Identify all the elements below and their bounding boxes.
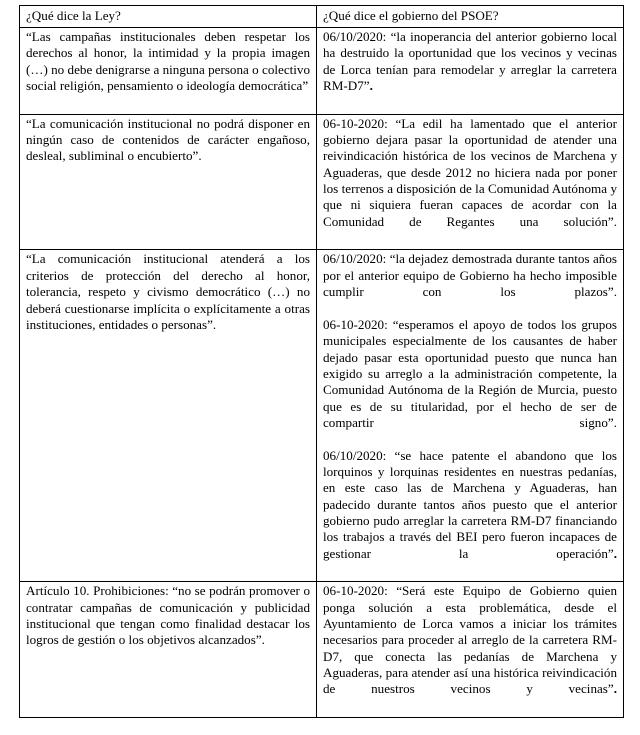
- government-statements: [323, 116, 617, 247]
- table-row: [20, 250, 624, 582]
- statement-text: 06/10/2020: “la inoperancia del anterior gobierno local ha destruido la oportunidad que los vecinos y vecinas de Lorca tenían para remodelar y arreglar la carretera RM-D7”: [323, 29, 617, 94]
- table-header: [20, 6, 624, 28]
- statement-text: 06-10-2020: “esperamos el apoyo de todos los grupos municipales especialmente de los causantes de haber dejado pasar esta oportunidad puesto que nunca han exigido su arreglo a la administración competente, la Comunidad Autónoma de la Región de Murcia, puesto que es de su titularidad, por el hecho de ser de compartir signo”.: [323, 316, 617, 430]
- law-cell: [20, 250, 317, 582]
- government-cell: [317, 582, 624, 718]
- government-statements: [323, 251, 617, 578]
- government-statement: [323, 448, 617, 579]
- government-statements: [323, 29, 617, 111]
- law-cell: [20, 582, 317, 718]
- government-cell: [317, 250, 624, 582]
- statement-trailing-punctuation: .: [613, 545, 617, 561]
- statement-text: 06-10-2020: “Será este Equipo de Gobierno quien ponga solución a esta problemática, desde el Ayuntamiento de Lorca vamos a iniciar los trámites necesarios para proceder al arreglo de la carretera RM-D7, que conecta las pedanías de Marchena y Aguaderas, para atender así una histórica reivindicación de nuestros vecinos y vecinas”: [323, 583, 617, 697]
- table-body: [20, 28, 624, 718]
- law-cell: [20, 114, 317, 250]
- law-text: Artículo 10. Prohibiciones: “no se podrán promover o contratar campañas de comunicación y publicidad institucional que tengan como finalidad destacar los logros de gestión o los objetivos alcanzados”.: [26, 583, 310, 648]
- statement-trailing-punctuation: .: [613, 681, 617, 697]
- law-cell: [20, 28, 317, 115]
- statement-trailing-punctuation: .: [369, 78, 373, 94]
- table-header-row: [20, 6, 624, 28]
- government-statement: [323, 251, 617, 316]
- government-statements: [323, 583, 617, 714]
- government-statement: [323, 317, 617, 448]
- column-header-law: ¿Qué dice la Ley?: [20, 6, 317, 28]
- law-text: “La comunicación institucional no podrá disponer en ningún caso de contenidos de carácter engañoso, desleal, subliminal o encubierto”.: [26, 115, 310, 164]
- law-text: “La comunicación institucional atenderá a los criterios de protección del derecho al honor, tolerancia, respeto y civismo democrático (…) no deberá cuestionarse implícita o explícitamente a otras instituciones, entidades o personas”.: [26, 251, 310, 332]
- government-cell: [317, 28, 624, 115]
- government-statement: [323, 29, 617, 111]
- table-row: [20, 28, 624, 115]
- comparison-table: [19, 5, 624, 718]
- table-row: [20, 582, 624, 718]
- statement-text: 06/10/2020: “la dejadez demostrada durante tantos años por el anterior equipo de Gobierno ha hecho imposible cumplir con los plazos”.: [323, 251, 617, 300]
- law-text: “Las campañas institucionales deben respetar los derechos al honor, la intimidad y la propia imagen (…) no debe denigrarse a ninguna persona o colectivo social religión, pensamiento o ideología democrática”: [26, 29, 310, 94]
- government-cell: [317, 114, 624, 250]
- statement-text: 06/10/2020: “se hace patente el abandono que los lorquinos y lorquinas residentes en nuestras pedanías, en este caso las de Marchena y Aguaderas, han padecido durante tantos años puesto que el anterior gobierno pudo arreglar la carretera RM-D7 financiando los trabajos a través del BEI pero fueron incapaces de gestionar la operación”: [323, 447, 617, 561]
- government-statement: [323, 116, 617, 247]
- government-statement: [323, 583, 617, 714]
- column-header-government: ¿Qué dice el gobierno del PSOE?: [317, 6, 624, 28]
- table-row: [20, 114, 624, 250]
- statement-text: 06-10-2020: “La edil ha lamentado que el anterior gobierno dejara pasar la oportunidad de atender una reivindicación histórica de los vecinos de Marchena y Aguaderas, que desde 2012 no hiciera nada por poner los terrenos a disposición de la Comunidad Autónoma y que ni siquiera fueran capaces de acordar con la Comunidad de Regantes una solución”.: [323, 115, 617, 229]
